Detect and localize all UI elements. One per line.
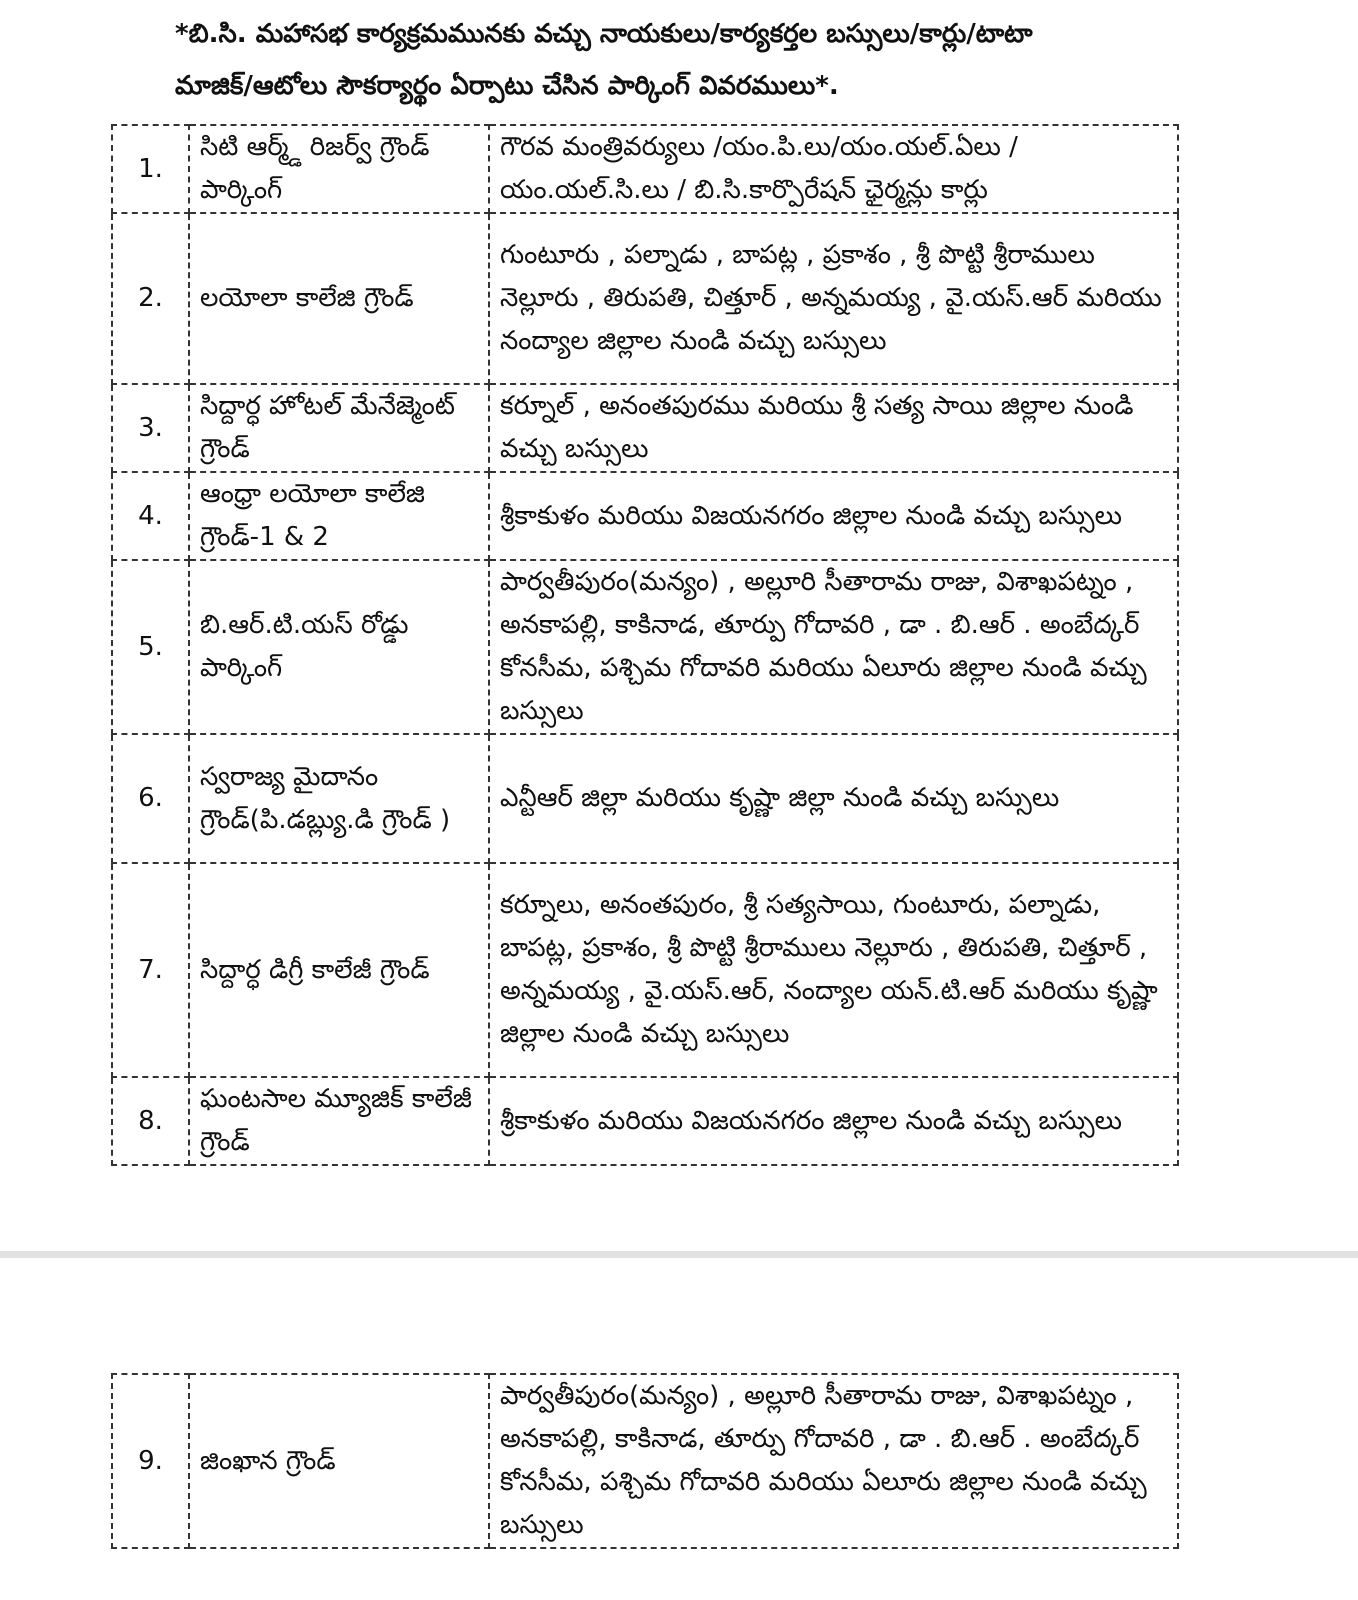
parking-location: జింఖాన గ్రౌండ్ <box>189 1374 489 1548</box>
table-row <box>112 734 1178 863</box>
table-row <box>112 863 1178 1077</box>
table-row <box>112 560 1178 734</box>
document-title <box>175 8 1215 112</box>
vehicle-details: పార్వతీపురం(మన్యం) , అల్లూరి సీతారామ రాజు, విశాఖపట్నం , అనకాపల్లి, కాకినాడ, తూర్పు గోదావరి , డా . బి.ఆర్ . అంబేద్కర్ కోనసీమ, పశ్చిమ గోదావరి మరియు ఏలూరు జిల్లాల నుండి వచ్చు బస్సులు <box>489 1374 1178 1548</box>
table-row <box>112 1077 1178 1165</box>
parking-location: స్వరాజ్య మైదానం గ్రౌండ్(పి.డబ్ల్యు.డి గ్రౌండ్ ) <box>189 734 489 863</box>
row-number: 7. <box>112 863 189 1077</box>
vehicle-details: గుంటూరు , పల్నాడు , బాపట్ల , ప్రకాశం , శ్రీ పొట్టి శ్రీరాములు నెల్లూరు , తిరుపతి, చిత్తూర్ , అన్నమయ్య , వై.యస్.ఆర్ మరియు నంద్యాల జిల్లాల నుండి వచ్చు బస్సులు <box>489 213 1178 384</box>
row-number: 1. <box>112 125 189 213</box>
vehicle-details: పార్వతీపురం(మన్యం) , అల్లూరి సీతారామ రాజు, విశాఖపట్నం , అనకాపల్లి, కాకినాడ, తూర్పు గోదావరి , డా . బి.ఆర్ . అంబేద్కర్ కోనసీమ, పశ్చిమ గోదావరి మరియు ఏలూరు జిల్లాల నుండి వచ్చు బస్సులు <box>489 560 1178 734</box>
parking-location: సిద్దార్ధ డిగ్రీ కాలేజీ గ్రౌండ్ <box>189 863 489 1077</box>
vehicle-details: శ్రీకాకుళం మరియు విజయనగరం జిల్లాల నుండి వచ్చు బస్సులు <box>489 472 1178 560</box>
vehicle-details: కర్నూలు, అనంతపురం, శ్రీ సత్యసాయి, గుంటూరు, పల్నాడు, బాపట్ల, ప్రకాశం, శ్రీ పొట్టి శ్రీరాములు నెల్లూరు , తిరుపతి, చిత్తూర్ , అన్నమయ్య , వై.యస్.ఆర్, నంద్యాల యన్.టి.ఆర్ మరియు కృష్ణా జిల్లాల నుండి వచ్చు బస్సులు <box>489 863 1178 1077</box>
parking-location: లయోలా కాలేజి గ్రౌండ్ <box>189 213 489 384</box>
parking-location: ఘంటసాల మ్యూజిక్ కాలేజీ గ్రౌండ్ <box>189 1077 489 1165</box>
parking-location: బి.ఆర్.టి.యస్ రోడ్డు పార్కింగ్ <box>189 560 489 734</box>
vehicle-details: శ్రీకాకుళం మరియు విజయనగరం జిల్లాల నుండి వచ్చు బస్సులు <box>489 1077 1178 1165</box>
parking-location: సిటి ఆర్మ్డ్ రిజర్వ్ గ్రౌండ్ పార్కింగ్ <box>189 125 489 213</box>
title-line-1: *బి.సి. మహాసభ కార్యక్రమమునకు వచ్చు నాయకులు/కార్యకర్తల బస్సులు/కార్లు/టాటా <box>175 19 1033 49</box>
row-number: 5. <box>112 560 189 734</box>
table-row <box>112 213 1178 384</box>
table-row <box>112 384 1178 472</box>
vehicle-details: ఎన్టీఆర్ జిల్లా మరియు కృష్ణా జిల్లా నుండి వచ్చు బస్సులు <box>489 734 1178 863</box>
row-number: 4. <box>112 472 189 560</box>
table-row <box>112 125 1178 213</box>
page-divider <box>0 1251 1358 1258</box>
row-number: 2. <box>112 213 189 384</box>
parking-table-page-2 <box>111 1373 1179 1549</box>
title-line-2: మాజిక్/ఆటోలు సౌకర్యార్థం ఏర్పాటు చేసిన పార్కింగ్ వివరములు*. <box>175 71 839 101</box>
vehicle-details: గౌరవ మంత్రివర్యులు /యం.పి.లు/యం.యల్.ఏలు /యం.యల్.సి.లు / బి.సి.కార్పొరేషన్ ఛైర్మన్లు కార్లు <box>489 125 1178 213</box>
table-row <box>112 1374 1178 1548</box>
row-number: 8. <box>112 1077 189 1165</box>
row-number: 3. <box>112 384 189 472</box>
row-number: 6. <box>112 734 189 863</box>
parking-location: సిద్దార్ధ హోటల్ మేనేజ్మెంట్ గ్రౌండ్ <box>189 384 489 472</box>
row-number: 9. <box>112 1374 189 1548</box>
parking-table-page-1 <box>111 124 1179 1166</box>
parking-location: ఆంధ్రా లయోలా కాలేజి గ్రౌండ్-1 & 2 <box>189 472 489 560</box>
table-row <box>112 472 1178 560</box>
vehicle-details: కర్నూల్ , అనంతపురము మరియు శ్రీ సత్య సాయి జిల్లాల నుండి వచ్చు బస్సులు <box>489 384 1178 472</box>
